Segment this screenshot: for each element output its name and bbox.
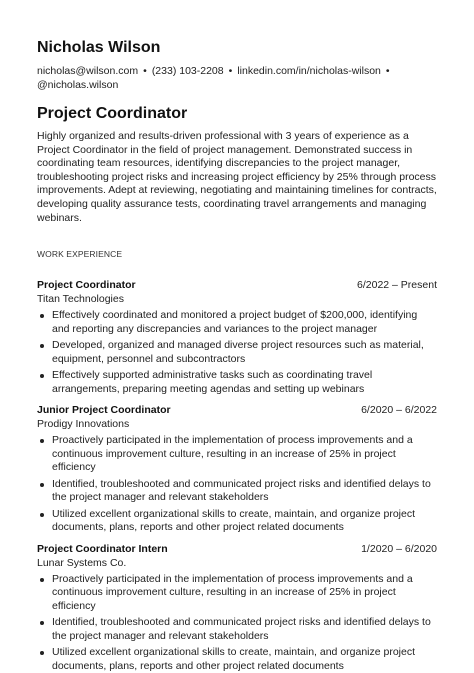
bullet-dot [40, 314, 44, 318]
bullet-text: Identified, troubleshooted and communicated project risks and identified delays to the project manager and relevant stakeholders [52, 477, 431, 504]
bullet-item [37, 646, 437, 673]
contact-separator: • [228, 65, 233, 77]
company-name: Lunar Systems Co. [37, 556, 127, 569]
bullet-item [37, 309, 437, 336]
bullet-item [37, 434, 437, 475]
job-title: Junior Project Coordinator [37, 404, 171, 417]
company-name: Titan Technologies [37, 293, 124, 306]
job-entry [37, 543, 437, 673]
job-title: Project Coordinator [37, 279, 136, 292]
bullet-text: Proactively participated in the implementation of process improvements and a continuous improvement culture, resulting in an increase of 25% in project efficiency [52, 434, 413, 474]
job-dates: 6/2022 – Present [357, 279, 437, 292]
bullet-item [37, 508, 437, 535]
bullet-text: Identified, troubleshooted and communicated project risks and identified delays to the project manager and relevant stakeholders [52, 616, 431, 642]
job-dates: 1/2020 – 6/2020 [361, 542, 437, 555]
contact-separator: • [143, 65, 147, 77]
job-dates: 6/2020 – 6/2022 [361, 404, 437, 417]
phone-text: (233) 103-2208 [151, 65, 224, 77]
bullet-dot [40, 513, 44, 517]
job-bullets [37, 434, 437, 535]
bullet-item [37, 339, 437, 366]
work-experience-list [37, 279, 437, 673]
bullet-dot [40, 374, 44, 378]
bullet-dot [40, 578, 44, 582]
job-entry [37, 279, 437, 396]
bullet-text: Effectively coordinated and monitored a project budget of $200,000, identifying and reporting any discrepancies and variances to the project manager [52, 309, 418, 335]
job-bullets [37, 309, 437, 396]
professional-summary: Highly organized and results-driven professional with 3 years of experience as a Project Coordinator in the field of project management. Demonstrated success in coordinating team resources, identifying discrepancies to the project manager, troubleshooting project risks and increasing project efficiency by 25% through process improvements. Adept at reviewing, negotiating and maintaining timelines for contracts, developing quality assurance tests, coordinating travel arrangements and managing webinars. [37, 130, 437, 224]
job-entry [37, 404, 437, 535]
bullet-dot [40, 344, 44, 348]
contact-line [37, 64, 437, 92]
job-header [37, 404, 437, 417]
contact-separator: • [385, 65, 390, 77]
bullet-item [37, 478, 437, 505]
linkedin-link[interactable]: linkedin.com/in/nicholas-wilson [237, 65, 381, 77]
candidate-name: Nicholas Wilson [37, 39, 161, 56]
bullet-text: Utilized excellent organizational skills to create, maintain, and organize project documents, plans, reports and other project related documents [52, 507, 416, 534]
bullet-item [37, 369, 437, 396]
bullet-text: Effectively supported administrative tasks such as coordinating travel arrangements, preparing meeting agendas and setting up webinars [52, 369, 373, 395]
bullet-item [37, 616, 437, 643]
job-header [37, 279, 437, 292]
bullet-dot [40, 439, 44, 443]
job-title: Project Coordinator Intern [37, 542, 168, 555]
bullet-dot [40, 651, 44, 655]
email-link[interactable]: nicholas@wilson.com [37, 65, 139, 77]
bullet-item [37, 573, 437, 614]
bullet-dot [40, 483, 44, 487]
resume-headline: Project Coordinator [37, 105, 188, 122]
bullet-text: Developed, organized and managed diverse project resources such as material, equipment, personnel and subcontractors [52, 339, 424, 365]
bullet-dot [40, 621, 44, 625]
job-header [37, 543, 437, 556]
section-heading-work-experience: WORK EXPERIENCE [37, 249, 123, 260]
bullet-text: Utilized excellent organizational skills to create, maintain, and organize project documents, plans, reports and other project related documents [52, 646, 416, 672]
bullet-text: Proactively participated in the implementation of process improvements and a continuous improvement culture, resulting in an increase of 25% in project efficiency [52, 572, 413, 612]
job-bullets [37, 573, 437, 673]
social-handle: @nicholas.wilson [37, 79, 119, 91]
company-name: Prodigy Innovations [37, 418, 130, 431]
